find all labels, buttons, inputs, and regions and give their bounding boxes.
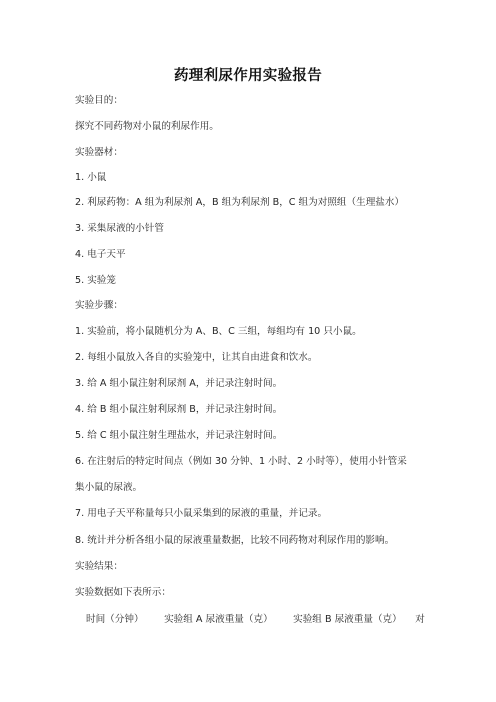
section-heading-results: 实验结果： xyxy=(75,561,123,572)
document-title: 药理利尿作用实验报告 xyxy=(174,68,322,84)
table-header-time: 时间（分钟） xyxy=(86,614,144,625)
section-heading-purpose: 实验目的： xyxy=(75,95,123,106)
paragraph-purpose: 探究不同药物对小鼠的利尿作用。 xyxy=(75,121,219,132)
list-item-material-3: 3. 采集尿液的小针管 xyxy=(75,223,164,234)
list-item-step-2: 2. 每组小鼠放入各自的实验笼中，让其自由进食和饮水。 xyxy=(75,352,318,363)
section-heading-materials: 实验器材： xyxy=(75,147,123,158)
list-item-step-6: 6. 在注射后的特定时间点（例如 30 分钟、1 小时、2 小时等），使用小针管采 xyxy=(75,456,407,467)
paragraph-results: 实验数据如下表所示： xyxy=(75,587,171,598)
list-item-step-7: 7. 用电子天平称量每只小鼠采集到的尿液的重量，并记录。 xyxy=(75,508,328,519)
list-item-material-5: 5. 实验笼 xyxy=(75,275,116,286)
table-header-control: 对 xyxy=(415,614,425,625)
list-item-step-6-cont: 集小鼠的尿液。 xyxy=(75,482,143,493)
list-item-step-3: 3. 给 A 组小鼠注射利尿剂 A，并记录注射时间。 xyxy=(75,378,283,389)
list-item-step-4: 4. 给 B 组小鼠注射利尿剂 B，并记录注射时间。 xyxy=(75,404,283,415)
list-item-material-1: 1. 小鼠 xyxy=(75,172,107,183)
table-header-group-a: 实验组 A 尿液重量（克） xyxy=(164,614,273,625)
table-header-group-b: 实验组 B 尿液重量（克） xyxy=(293,614,402,625)
results-table-header-row xyxy=(86,614,435,626)
list-item-step-1: 1. 实验前，将小鼠随机分为 A、B、C 三组，每组均有 10 只小鼠。 xyxy=(75,326,362,337)
section-heading-steps: 实验步骤： xyxy=(75,300,123,311)
list-item-step-8: 8. 统计并分析各组小鼠的尿液重量数据，比较不同药物对利尿作用的影响。 xyxy=(75,535,395,546)
list-item-material-2: 2. 利尿药物：A 组为利尿剂 A，B 组为利尿剂 B，C 组为对照组（生理盐水） xyxy=(75,197,405,208)
list-item-step-5: 5. 给 C 组小鼠注射生理盐水，并记录注射时间。 xyxy=(75,430,283,441)
list-item-material-4: 4. 电子天平 xyxy=(75,249,126,260)
